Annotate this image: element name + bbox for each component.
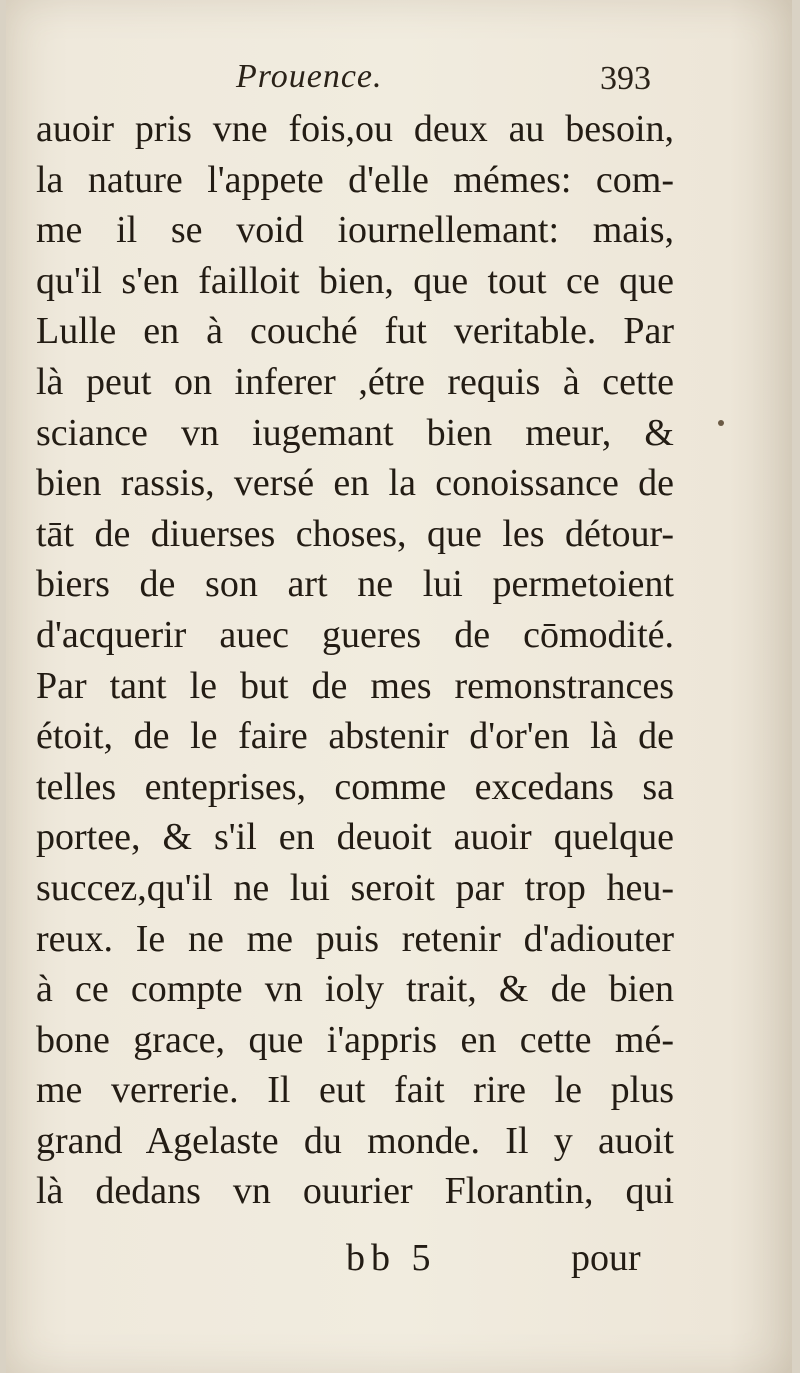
text-line: telles enteprises, comme excedans sa: [36, 765, 674, 808]
text-line: me il se void iournellemant: mais,: [36, 209, 674, 252]
text-line: à ce compte vn ioly trait, & de bien: [36, 968, 674, 1011]
running-title: Prouence.: [236, 58, 383, 95]
running-head: [6, 58, 792, 104]
text-line: qu'il s'en failloit bien, que tout ce que: [36, 259, 674, 302]
text-line: me verrerie. Il eut fait rire le plus: [36, 1069, 674, 1112]
book-page: [6, 0, 792, 1373]
ink-speck: [718, 420, 724, 426]
text-line: auoir pris vne fois,ou deux au besoin,: [36, 108, 674, 150]
text-line: grand Agelaste du monde. Il y auoit: [36, 1119, 674, 1162]
text-line: étoit, de le faire abstenir d'or'en là de: [36, 715, 674, 758]
text-line: sciance vn iugemant bien meur, &: [36, 411, 674, 454]
text-line: Lulle en à couché fut veritable. Par: [36, 310, 674, 353]
text-line: reux. Ie ne me puis retenir d'adiouter: [36, 917, 674, 960]
text-line: la nature l'appete d'elle mémes: com-: [36, 158, 674, 201]
text-line: bien rassis, versé en la conoissance de: [36, 462, 674, 505]
text-line: biers de son art ne lui permetoient: [36, 563, 674, 606]
text-line: succez,qu'il ne lui seroit par trop heu-: [36, 866, 674, 909]
text-line: portee, & s'il en deuoit auoir quelque: [36, 816, 674, 859]
text-line: bone grace, que i'appris en cette mé-: [36, 1018, 674, 1061]
signature-mark: bb 5: [346, 1237, 437, 1279]
text-line: tāt de diuerses choses, que les détour-: [36, 512, 674, 555]
text-line: d'acquerir auec gueres de cōmodité.: [36, 613, 674, 656]
text-line: là dedans vn ouurier Florantin, qui: [36, 1170, 674, 1213]
catchline: [6, 1236, 792, 1296]
text-line: là peut on inferer ,étre requis à cette: [36, 360, 674, 403]
text-line: Par tant le but de mes remonstrances: [36, 664, 674, 707]
body-text: [36, 104, 676, 1217]
page-number: 393: [600, 60, 651, 97]
catchword: pour: [571, 1237, 641, 1279]
